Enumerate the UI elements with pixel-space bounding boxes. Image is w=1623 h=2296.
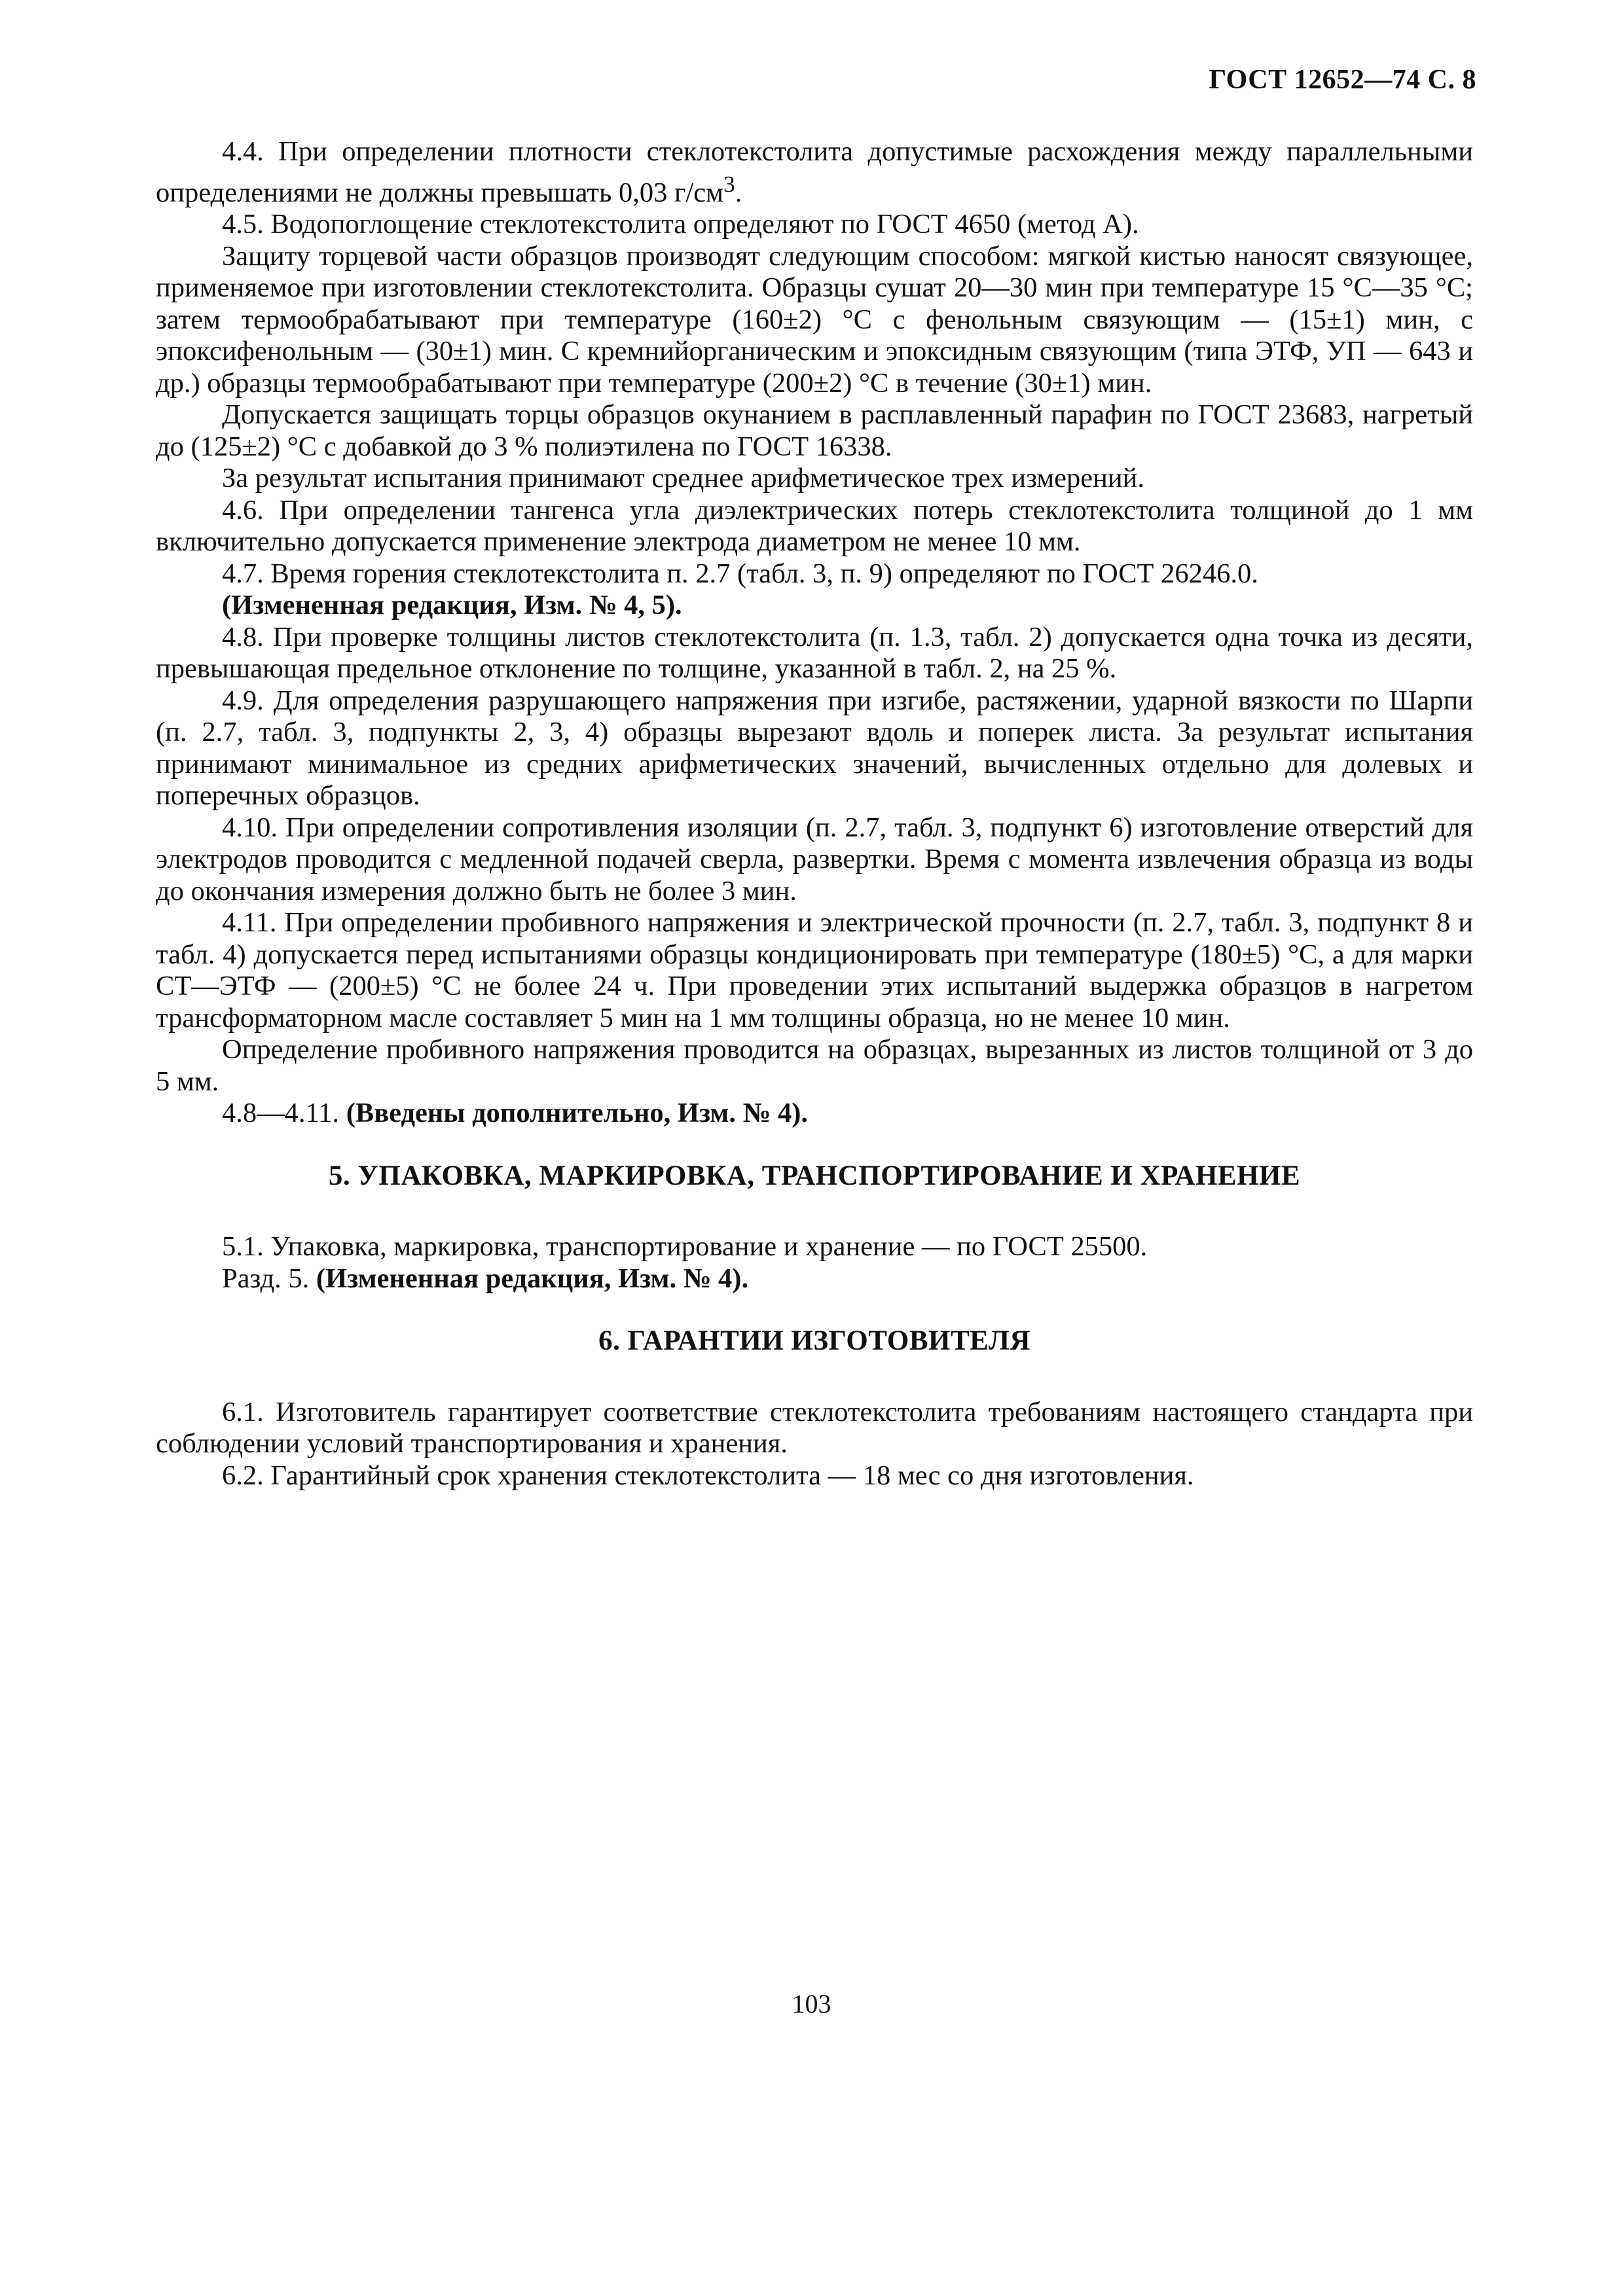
amendment-note-4-7: (Измененная редакция, Изм. № 4, 5). bbox=[222, 590, 682, 621]
paragraph-4-4 bbox=[156, 136, 1473, 209]
paragraph-4-5-result: За результат испытания принимают среднее арифметическое трех измерений. bbox=[222, 463, 1145, 494]
paragraph-5-1: 5.1. Упаковка, маркировка, транспортирование и хранение — по ГОСТ 25500. bbox=[222, 1231, 1148, 1263]
paragraph-4-9: 4.9. Для определения разрушающего напряжения при изгибе, растяжении, ударной вязкости по Шарпи (п. 2.7, табл. 3, подпункты 2, 3, 4) образцы вырезают вдоль и поперек листа. За результат испытания принимают минимальное из средних арифметических значений, вычисленных отдельно для долевых и поперечных образцов. bbox=[156, 685, 1473, 812]
amendment-text: (Введены дополнительно, Изм. № 4). bbox=[346, 1098, 808, 1129]
amendment-note-section-5 bbox=[156, 1263, 1473, 1295]
paragraph-4-7: 4.7. Время горения стеклотекстолита п. 2.7 (табл. 3, п. 9) определяют по ГОСТ 26246.0. bbox=[222, 558, 1258, 589]
page-number: 103 bbox=[792, 1989, 831, 2018]
paragraph-4-8: 4.8. При проверке толщины листов стеклотекстолита (п. 1.3, табл. 2) допускается одна точка из десяти, превышающая предельное отклонение по толщине, указанной в табл. 2, на 25 %. bbox=[156, 621, 1473, 685]
paragraph-6-1: 6.1. Изготовитель гарантирует соответствие стеклотекстолита требованиям настоящего стандарта при соблюдении условий транспортирования и хранения. bbox=[156, 1396, 1473, 1460]
paragraph-4-5-paraffin: Допускается защищать торцы образцов окунанием в расплавленный парафин по ГОСТ 23683, нагретый до (125±2) °С с добавкой до 3 % полиэтилена по ГОСТ 16338. bbox=[156, 399, 1473, 462]
paragraph-4-4-text: 4.4. При определении плотности стеклотекстолита допустимые расхождения между параллельными определениями не должны превышать 0,03 г/см bbox=[156, 136, 1473, 208]
paragraph-4-10: 4.10. При определении сопротивления изоляции (п. 2.7, табл. 3, подпункт 6) изготовление отверстий для электродов проводится с медленной подачей сверла, развертки. Время с момента извлечения образца из воды до окончания измерения должно быть не более 3 мин. bbox=[156, 812, 1473, 906]
paragraph-4-5: 4.5. Водопоглощение стеклотекстолита определяют по ГОСТ 4650 (метод А). bbox=[222, 209, 1139, 240]
paragraph-4-4-period: . bbox=[735, 177, 742, 208]
amendment-prefix: Разд. 5. bbox=[222, 1263, 310, 1294]
paragraph-4-5-protection: Защиту торцевой части образцов производят следующим способом: мягкой кистью наносят связующее, применяемое при изготовлении стеклотекстолита. Образцы сушат 20—30 мин при температуре 15 °С—35 °С; затем термообрабатывают при температуре (160±2) °С с фенольным связующим — (15±1) мин, с эпоксифенольным — (30±1) мин. С кремнийорганическим и эпоксидным связующим (типа ЭТФ, УП — 643 и др.) образцы термообрабатывают при температуре (200±2) °С в течение (30±1) мин. bbox=[156, 240, 1473, 399]
amendment-prefix: 4.8—4.11. bbox=[222, 1098, 340, 1129]
superscript-cube: 3 bbox=[723, 170, 735, 197]
section-6-title: 6. ГАРАНТИИ ИЗГОТОВИТЕЛЯ bbox=[598, 1325, 1030, 1357]
document-body bbox=[156, 136, 1473, 1492]
section-5-title: 5. УПАКОВКА, МАРКИРОВКА, ТРАНСПОРТИРОВАНИЕ И ХРАНЕНИЕ bbox=[328, 1160, 1301, 1191]
amendment-note-4-8-4-11 bbox=[156, 1098, 1473, 1130]
paragraph-4-11-breakdown: Определение пробивного напряжения проводится на образцах, вырезанных из листов толщиной от 3 до 5 мм. bbox=[156, 1034, 1473, 1097]
paragraph-6-2: 6.2. Гарантийный срок хранения стеклотекстолита — 18 мес со дня изготовления. bbox=[222, 1460, 1194, 1491]
paragraph-4-11: 4.11. При определении пробивного напряжения и электрической прочности (п. 2.7, табл. 3, подпункт 8 и табл. 4) допускается перед испытаниями образцы кондиционировать при температуре (180±5) °С, а для марки СТ—ЭТФ — (200±5) °С не более 24 ч. При проведении этих испытаний выдержка образцов в нагретом трансформаторном масле составляет 5 мин на 1 мм толщины образца, но не менее 10 мин. bbox=[156, 907, 1473, 1033]
running-header: ГОСТ 12652—74 С. 8 bbox=[1209, 65, 1476, 95]
paragraph-4-6: 4.6. При определении тангенса угла диэлектрических потерь стеклотекстолита толщиной до 1 мм включительно допускается применение электрода диаметром не менее 10 мм. bbox=[156, 494, 1473, 558]
amendment-text: (Измененная редакция, Изм. № 4). bbox=[316, 1263, 749, 1294]
